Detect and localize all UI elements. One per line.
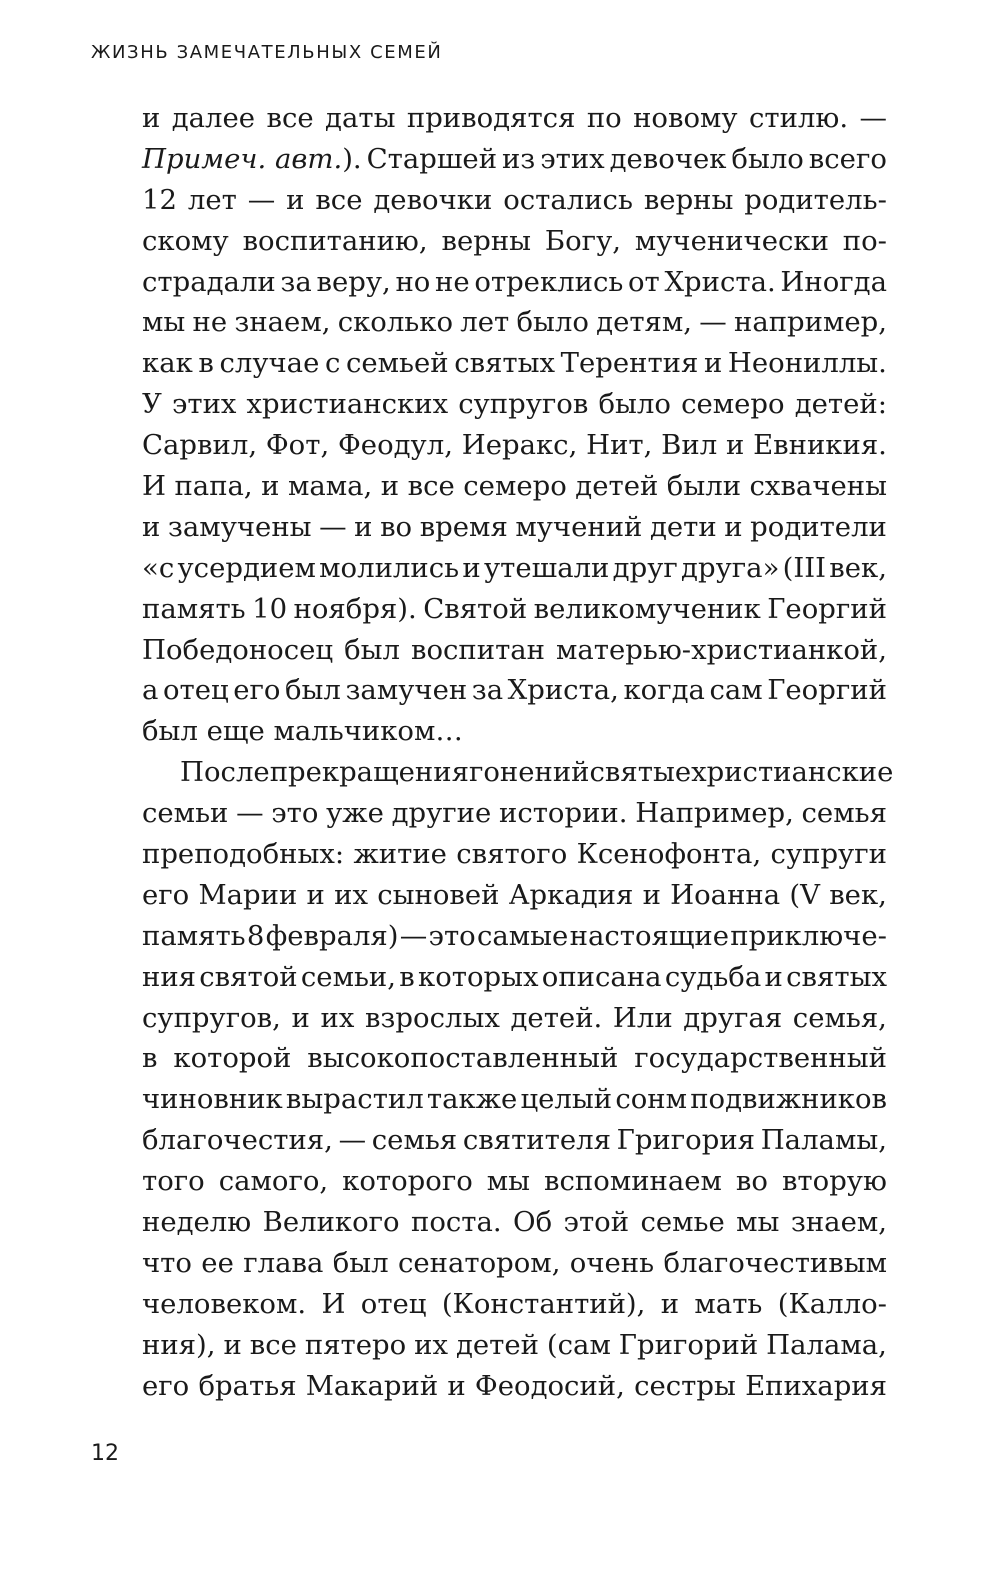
word: (III <box>782 551 826 584</box>
word: великомученик <box>533 592 761 625</box>
word: Георгий <box>767 592 887 625</box>
text-line <box>142 834 887 875</box>
word: детей. <box>510 1001 603 1034</box>
word: сам <box>709 674 763 707</box>
word: в <box>198 347 214 380</box>
word: самые <box>476 919 569 952</box>
word: во <box>380 510 413 543</box>
word: Ксенофонта, <box>576 838 762 871</box>
text-line <box>142 957 887 998</box>
word: схвачены <box>749 470 887 503</box>
word: 12 <box>142 183 177 216</box>
word: пятеро <box>304 1328 407 1361</box>
text-line <box>142 180 887 221</box>
word: скому <box>142 224 229 257</box>
word: взрослых <box>364 1001 500 1034</box>
word: подвижников <box>690 1083 887 1116</box>
word: святого <box>456 838 568 871</box>
word: далее <box>171 102 256 134</box>
word: семеро <box>463 470 567 503</box>
word: его <box>233 674 281 707</box>
word: семьей <box>345 347 449 380</box>
word: которого <box>342 1165 473 1198</box>
word: И <box>142 470 166 503</box>
word: а <box>142 674 159 707</box>
word: супругов, <box>142 1001 281 1034</box>
word: И <box>321 1287 346 1320</box>
word: как <box>142 347 193 380</box>
word: этих <box>171 388 237 421</box>
text-line <box>142 1366 887 1407</box>
word: и <box>354 510 373 543</box>
word: из <box>501 142 536 175</box>
word: прекращения <box>269 756 469 789</box>
word: благочестивым <box>663 1246 887 1279</box>
word: матерью-христианкой, <box>555 633 887 666</box>
word: (V <box>789 878 820 911</box>
word: самого, <box>218 1165 329 1198</box>
word: мучений <box>515 510 643 543</box>
text-line <box>142 1038 887 1079</box>
word: житие <box>353 838 447 871</box>
word: Святой <box>423 592 528 625</box>
word: детям, <box>596 306 693 339</box>
word: Вил <box>661 429 718 462</box>
text-line <box>142 1202 887 1243</box>
word: поста. <box>411 1206 502 1239</box>
word: Григорий <box>618 1328 759 1361</box>
word: даты <box>325 102 396 134</box>
word: уже <box>326 797 384 830</box>
word: случае <box>219 347 320 380</box>
text-line: был еще мальчиком… <box>142 715 463 748</box>
word: был <box>332 1246 389 1279</box>
word: государственный <box>634 1042 887 1075</box>
word: лет <box>460 306 510 339</box>
word: преподобных: <box>142 838 345 871</box>
word: Об <box>513 1206 553 1239</box>
word: молились <box>319 551 460 584</box>
word: не <box>435 265 470 298</box>
text-line <box>142 343 887 384</box>
word: этих <box>540 142 605 175</box>
word: например, <box>733 306 887 339</box>
word: верны <box>643 183 734 216</box>
word: описана <box>541 960 662 993</box>
text-line <box>142 425 887 466</box>
word: это <box>271 797 319 830</box>
word: когда <box>623 674 705 707</box>
word: все <box>266 102 314 134</box>
word: «с <box>142 551 175 584</box>
italic-note: Примеч. авт. <box>142 142 343 175</box>
word: и <box>725 429 745 462</box>
text-line <box>142 916 887 957</box>
word: Великого <box>262 1206 400 1239</box>
word: и <box>306 878 325 911</box>
word: Аркадия <box>508 878 634 911</box>
word: мы <box>736 1206 780 1239</box>
word: братья <box>198 1369 297 1402</box>
word: детей <box>575 470 659 503</box>
word: и <box>223 1328 242 1361</box>
word: верны <box>441 224 532 257</box>
word: очень <box>569 1246 655 1279</box>
word: и <box>261 470 280 503</box>
word: которых <box>418 960 539 993</box>
word: мать <box>694 1287 763 1320</box>
word: замучен <box>345 674 468 707</box>
word: настоящие <box>569 919 730 952</box>
word: — <box>399 919 428 952</box>
word: и <box>660 1287 680 1320</box>
word: отец <box>162 674 229 707</box>
word: с <box>324 347 341 380</box>
word: приключе- <box>730 919 887 952</box>
word: Терентия <box>560 347 699 380</box>
word: — <box>699 306 727 339</box>
text-line <box>142 589 887 630</box>
word: веру, <box>316 265 391 298</box>
word: семьи <box>142 797 229 830</box>
word: время <box>419 510 508 543</box>
word: Георгий <box>767 674 887 707</box>
text-line <box>142 1079 887 1120</box>
word: в <box>142 1042 158 1075</box>
word: семья <box>371 1124 458 1157</box>
word: сенатором, <box>397 1246 561 1279</box>
word: знаем, <box>234 306 331 339</box>
word: супруги <box>770 838 887 871</box>
word: мученически <box>634 224 829 257</box>
word: Или <box>612 1001 673 1034</box>
text-line <box>142 98 887 139</box>
word: христианских <box>246 388 449 421</box>
word: также <box>426 1083 518 1116</box>
word: февраля) <box>265 919 399 952</box>
word: остались <box>503 183 633 216</box>
text-line <box>142 998 887 1039</box>
word: вторую <box>781 1165 887 1198</box>
word: воспитанию, <box>242 224 428 257</box>
word: человеком. <box>142 1287 307 1320</box>
word: семьи, <box>300 960 396 993</box>
word: святителя <box>462 1124 611 1157</box>
word: Евникия. <box>753 429 887 462</box>
word: благочестия, <box>142 1124 333 1157</box>
word: Григория <box>616 1124 756 1157</box>
word: 8 <box>246 919 265 952</box>
word: Неониллы. <box>727 347 887 380</box>
word: и <box>447 1369 466 1402</box>
word: было <box>731 142 804 175</box>
word: другие <box>391 797 492 830</box>
word: отец <box>360 1287 427 1320</box>
word: их <box>334 878 368 911</box>
word: сестры <box>634 1369 736 1402</box>
word: ноября). <box>293 592 417 625</box>
word: дети <box>649 510 717 543</box>
word: были <box>666 470 742 503</box>
word: все <box>315 183 363 216</box>
word: Иногда <box>780 265 887 298</box>
word: ния <box>142 960 197 993</box>
word: девочки <box>373 183 493 216</box>
word: мама, <box>287 470 373 503</box>
word: детей: <box>794 388 887 421</box>
running-head: ЖИЗНЬ ЗАМЕЧАТЕЛЬНЫХ СЕМЕЙ <box>91 42 443 63</box>
word: лет <box>187 183 237 216</box>
word: семья, <box>792 1001 887 1034</box>
text-line <box>142 1325 887 1366</box>
word: новому <box>633 102 738 134</box>
word: по- <box>842 224 887 257</box>
word: и <box>142 510 161 543</box>
word: Палама, <box>766 1328 887 1361</box>
body-text <box>142 98 894 1407</box>
word: от <box>628 265 660 298</box>
word: и <box>724 510 743 543</box>
text-line <box>142 466 887 507</box>
word: судьба <box>664 960 762 993</box>
word: отреклись <box>474 265 624 298</box>
word: было <box>516 306 589 339</box>
word: сыновей <box>377 878 500 911</box>
word: — <box>247 183 276 216</box>
word: все <box>407 470 455 503</box>
word: приводятся <box>406 102 576 134</box>
word: в <box>399 960 415 993</box>
word: Примеч. авт.). <box>142 142 362 175</box>
word: детей <box>455 1328 539 1361</box>
word: стилю. <box>748 102 849 134</box>
word: святых <box>454 347 556 380</box>
word: целый <box>520 1083 613 1116</box>
text-line <box>142 507 887 548</box>
word: утешали <box>483 551 610 584</box>
word: и <box>286 183 305 216</box>
word: Иеракс, <box>461 429 578 462</box>
text-line <box>142 221 887 262</box>
word: и <box>703 347 723 380</box>
text-line <box>142 875 887 916</box>
word: Макарий <box>305 1369 439 1402</box>
word: это <box>428 919 476 952</box>
word: Сарвил, <box>142 429 258 462</box>
word: глава <box>243 1246 324 1279</box>
word: усердием <box>177 551 316 584</box>
word: Например, <box>635 797 794 830</box>
word: Фот, <box>265 429 330 462</box>
word: все <box>249 1328 297 1361</box>
word: век, <box>829 551 887 584</box>
word: Иоанна <box>670 878 781 911</box>
word: вспоминаем <box>544 1165 722 1198</box>
word: — <box>319 510 347 543</box>
text-line <box>142 752 894 793</box>
word: за <box>280 265 312 298</box>
text-line <box>142 1284 887 1325</box>
word: гонений <box>468 756 590 789</box>
word: супругов <box>458 388 589 421</box>
word: мы <box>486 1165 531 1198</box>
word: которой <box>173 1042 292 1075</box>
word: (Константий), <box>441 1287 646 1320</box>
word: и <box>291 1001 310 1034</box>
word: страдали <box>142 265 276 298</box>
word: сонм <box>615 1083 687 1116</box>
text-line <box>142 670 887 711</box>
word: 10 <box>252 592 288 625</box>
text-line <box>142 1243 887 1284</box>
word: другая <box>683 1001 783 1034</box>
word: был <box>344 633 400 666</box>
word: семье <box>640 1206 725 1239</box>
word: — <box>236 797 264 830</box>
word: Марии <box>198 878 298 911</box>
text-line <box>142 630 887 671</box>
word: вырастил <box>285 1083 424 1116</box>
word: — <box>859 102 887 134</box>
word: память <box>142 919 246 952</box>
word: Феодул, <box>337 429 453 462</box>
text-line <box>142 793 887 834</box>
word: за <box>471 674 504 707</box>
word: этой <box>563 1206 630 1239</box>
word: ния), <box>142 1328 216 1361</box>
word: папа, <box>174 470 253 503</box>
word: (Калло- <box>777 1287 887 1320</box>
word: Феодосий, <box>474 1369 625 1402</box>
word: был <box>284 674 341 707</box>
word: мы <box>142 306 186 339</box>
word: их <box>320 1001 355 1034</box>
text-line <box>142 1120 887 1161</box>
word: неделю <box>142 1206 252 1239</box>
word: (сам <box>546 1328 611 1361</box>
word: во <box>735 1165 768 1198</box>
text-line <box>142 548 887 589</box>
word: и <box>380 470 400 503</box>
word: девочек <box>609 142 727 175</box>
word: их <box>414 1328 448 1361</box>
word: сколько <box>337 306 454 339</box>
word: семья <box>801 797 887 830</box>
word: высокопоставленный <box>307 1042 619 1075</box>
word: Богу, <box>544 224 621 257</box>
word: чиновник <box>142 1083 283 1116</box>
word: Нит, <box>586 429 653 462</box>
word: того <box>142 1165 205 1198</box>
word: что <box>142 1246 192 1279</box>
word: Победоносец <box>142 633 334 666</box>
word: и <box>142 102 161 134</box>
word: не <box>192 306 228 339</box>
text-line <box>142 1161 887 1202</box>
word: воспитан <box>410 633 546 666</box>
word: век, <box>829 878 887 911</box>
word: истории. <box>498 797 628 830</box>
word: христианские <box>691 756 894 789</box>
text-line <box>142 139 887 180</box>
word: Христа. <box>664 265 776 298</box>
text-line <box>142 302 887 343</box>
word: друг <box>612 551 678 584</box>
word: святых <box>786 960 887 993</box>
word: по <box>586 102 622 134</box>
word: друга» <box>681 551 780 584</box>
word: Епихария <box>745 1369 887 1402</box>
word: замучены <box>167 510 312 543</box>
text-line <box>142 262 887 303</box>
word: всего <box>808 142 887 175</box>
word: святой <box>199 960 298 993</box>
word: родитель- <box>744 183 887 216</box>
word: — <box>338 1124 367 1157</box>
word: святые <box>589 756 692 789</box>
text-line <box>142 384 887 425</box>
word: и <box>462 551 481 584</box>
word: его <box>142 878 190 911</box>
word: семеро <box>681 388 785 421</box>
word: знаем, <box>790 1206 887 1239</box>
word: родители <box>750 510 887 543</box>
word: ее <box>201 1246 234 1279</box>
word: и <box>764 960 783 993</box>
word: Старшей <box>366 142 498 175</box>
word: и <box>642 878 661 911</box>
word: У <box>142 388 162 421</box>
word: Паламы, <box>760 1124 887 1157</box>
word: было <box>598 388 671 421</box>
word: его <box>142 1369 190 1402</box>
word: Христа, <box>507 674 619 707</box>
page-number: 12 <box>91 1441 119 1466</box>
word: память <box>142 592 246 625</box>
word: но <box>395 265 431 298</box>
word: После <box>180 756 270 789</box>
